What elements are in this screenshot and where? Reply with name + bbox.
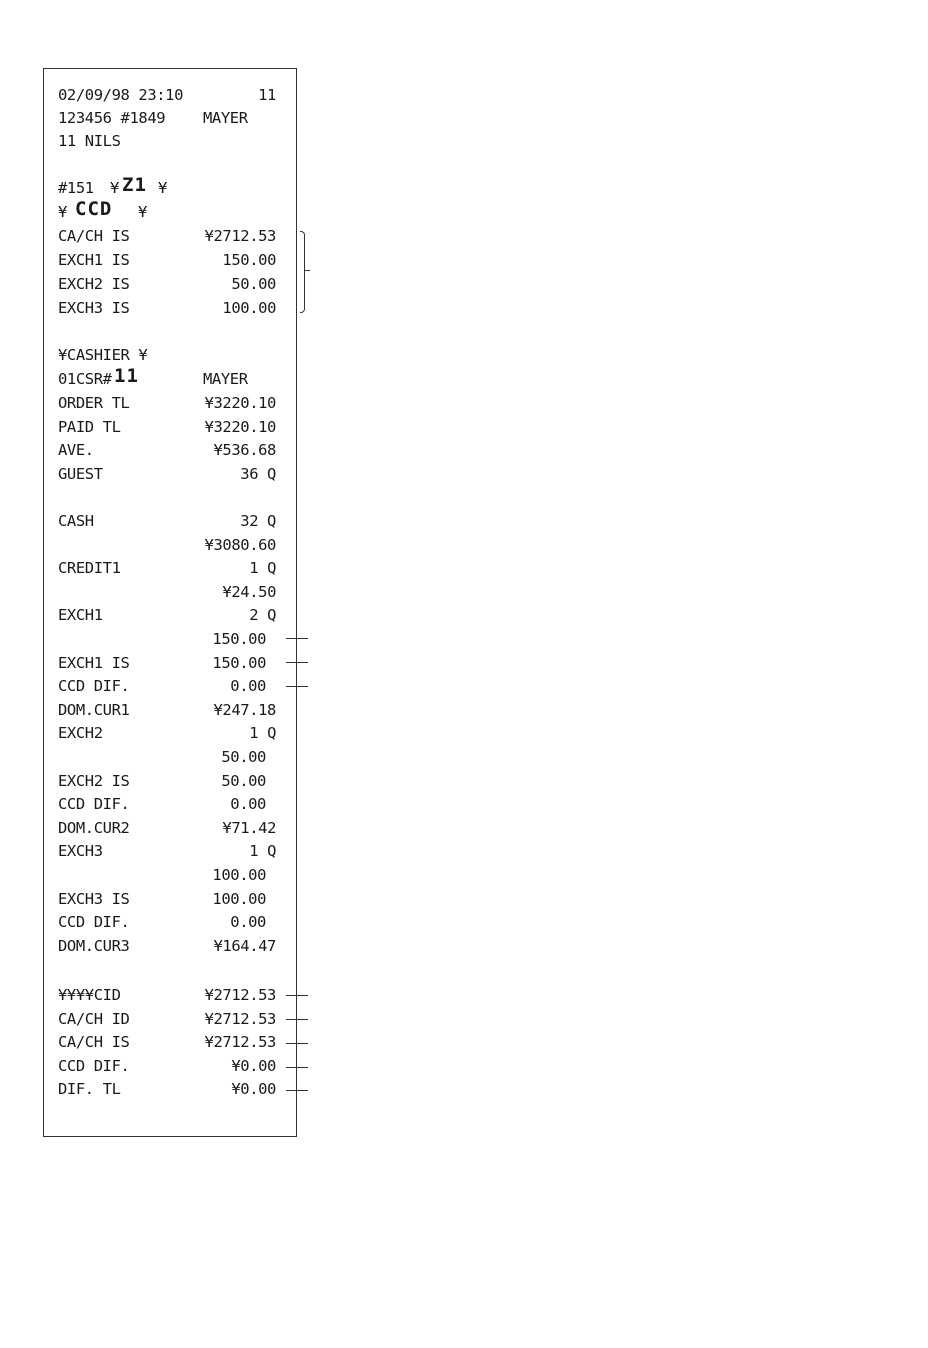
media-label: CASH (58, 512, 94, 530)
media-value: 2 Q (249, 606, 276, 625)
callout-line (286, 638, 308, 639)
cashier-row (58, 439, 278, 461)
cashier-id-prefix: 01CSR# (58, 370, 112, 388)
totals-label: CA/CH ID (58, 1009, 130, 1028)
media-row (58, 817, 278, 839)
totals-value: ¥2712.53 (204, 1009, 276, 1028)
media-value: 150.00 (212, 630, 266, 648)
callout-line (286, 662, 308, 663)
ccd-value: 50.00 (231, 275, 276, 293)
media-value: 0.00 (230, 913, 266, 932)
media-value: 100.00 (212, 866, 266, 884)
cashier-row-value: ¥3220.10 (204, 394, 276, 412)
media-row (58, 722, 278, 744)
mode-prefix: ¥ (110, 179, 119, 197)
media-label: CREDIT1 (58, 559, 121, 578)
ccd-label: EXCH1 IS (58, 251, 130, 269)
media-value: 0.00 (230, 677, 266, 696)
cashier-row-label: PAID TL (58, 417, 121, 436)
media-value: ¥24.50 (222, 582, 276, 601)
totals-label: DIF. TL (58, 1080, 121, 1099)
totals-value: ¥2712.53 (204, 986, 276, 1004)
media-row (58, 935, 278, 957)
ccd-value: 150.00 (222, 251, 276, 269)
media-row (58, 510, 278, 532)
media-label: DOM.CUR1 (58, 700, 130, 719)
media-value: 50.00 (221, 771, 266, 790)
media-row (58, 557, 278, 579)
ccd-row (58, 249, 278, 271)
header-line-3 (58, 130, 278, 152)
report-heading (58, 174, 278, 199)
header-line-2 (58, 107, 278, 129)
mode-suffix: ¥ (158, 179, 167, 197)
media-label: EXCH1 (58, 606, 103, 625)
ccd-row (58, 297, 278, 319)
callout-line (286, 1019, 308, 1020)
media-value: 32 Q (240, 512, 276, 530)
media-row (58, 793, 278, 815)
media-value: 0.00 (230, 795, 266, 814)
media-label: EXCH2 (58, 724, 103, 743)
media-row (58, 888, 278, 910)
totals-row (58, 984, 278, 1006)
totals-row (58, 1078, 278, 1100)
media-value: ¥71.42 (222, 818, 276, 837)
report-number: #151 (58, 179, 94, 197)
ccd-label: CA/CH IS (58, 227, 130, 245)
cashier-title: ¥CASHIER ¥ (58, 346, 148, 364)
media-value: ¥164.47 (213, 936, 276, 955)
media-label: CCD DIF. (58, 913, 130, 932)
media-row (58, 675, 278, 697)
media-label: CCD DIF. (58, 677, 130, 696)
section-suffix: ¥ (138, 203, 147, 221)
ccd-value: ¥2712.53 (204, 227, 276, 245)
totals-label: CA/CH IS (58, 1033, 130, 1052)
media-label: EXCH2 IS (58, 771, 130, 790)
media-label: EXCH1 IS (58, 653, 130, 672)
ccd-value: 100.00 (222, 299, 276, 317)
cashier-row-value: ¥3220.10 (204, 417, 276, 436)
media-value: 1 Q (249, 724, 276, 743)
header-operator: MAYER (203, 109, 248, 127)
media-row (58, 699, 278, 721)
cashier-row (58, 392, 278, 414)
media-row (58, 911, 278, 933)
cashier-row (58, 463, 278, 485)
header-line-1 (58, 84, 278, 106)
cashier-title (58, 344, 278, 366)
totals-row (58, 1008, 278, 1030)
media-row (58, 746, 278, 768)
media-row (58, 534, 278, 556)
ccd-row (58, 225, 278, 247)
media-label: EXCH3 (58, 842, 103, 861)
header-id: 123456 #1849 (58, 109, 166, 127)
media-row (58, 770, 278, 792)
totals-label: CCD DIF. (58, 1056, 130, 1075)
media-row (58, 840, 278, 862)
media-value: 50.00 (221, 748, 266, 766)
totals-value: ¥0.00 (231, 1056, 276, 1075)
callout-line (286, 995, 308, 996)
header-name: 11 NILS (58, 132, 121, 150)
cashier-row-label: GUEST (58, 464, 103, 483)
media-row (58, 864, 278, 886)
media-row (58, 652, 278, 674)
totals-row (58, 1031, 278, 1053)
media-value: 1 Q (249, 842, 276, 861)
section-heading (58, 198, 278, 223)
ccd-label: EXCH2 IS (58, 275, 130, 293)
ccd-label: EXCH3 IS (58, 299, 130, 317)
callout-line (286, 686, 308, 687)
callout-line (286, 1043, 308, 1044)
media-label: DOM.CUR3 (58, 936, 130, 955)
media-value: 1 Q (249, 559, 276, 578)
media-row (58, 628, 278, 650)
cashier-name: MAYER (203, 370, 248, 388)
ccd-bracket-tip (305, 270, 310, 271)
mode-label: Z1 (122, 174, 147, 196)
callout-line (286, 1067, 308, 1068)
cashier-row (58, 416, 278, 438)
media-row (58, 581, 278, 603)
cashier-id-line (58, 365, 278, 390)
cashier-row-value: 36 Q (240, 464, 276, 483)
datetime: 02/09/98 23:10 (58, 86, 184, 104)
media-label: DOM.CUR2 (58, 818, 130, 837)
media-value: 100.00 (212, 889, 266, 908)
cashier-row-label: AVE. (58, 441, 94, 459)
cashier-id-number: 11 (114, 365, 139, 387)
ccd-bracket (300, 231, 305, 313)
media-label: CCD DIF. (58, 795, 130, 814)
media-value: 150.00 (212, 653, 266, 672)
section-prefix: ¥ (58, 203, 67, 221)
ccd-row (58, 273, 278, 295)
media-row (58, 604, 278, 626)
cashier-row-label: ORDER TL (58, 394, 130, 412)
callout-line (286, 1090, 308, 1091)
media-label: EXCH3 IS (58, 889, 130, 908)
section-label: CCD (75, 198, 113, 220)
totals-value: ¥0.00 (231, 1080, 276, 1099)
media-value: ¥3080.60 (204, 535, 276, 554)
totals-value: ¥2712.53 (204, 1033, 276, 1052)
consecutive-number: 11 (258, 86, 276, 104)
media-value: ¥247.18 (213, 700, 276, 719)
cashier-row-value: ¥536.68 (213, 441, 276, 459)
totals-label: ¥¥¥¥CID (58, 986, 121, 1004)
totals-row (58, 1055, 278, 1077)
